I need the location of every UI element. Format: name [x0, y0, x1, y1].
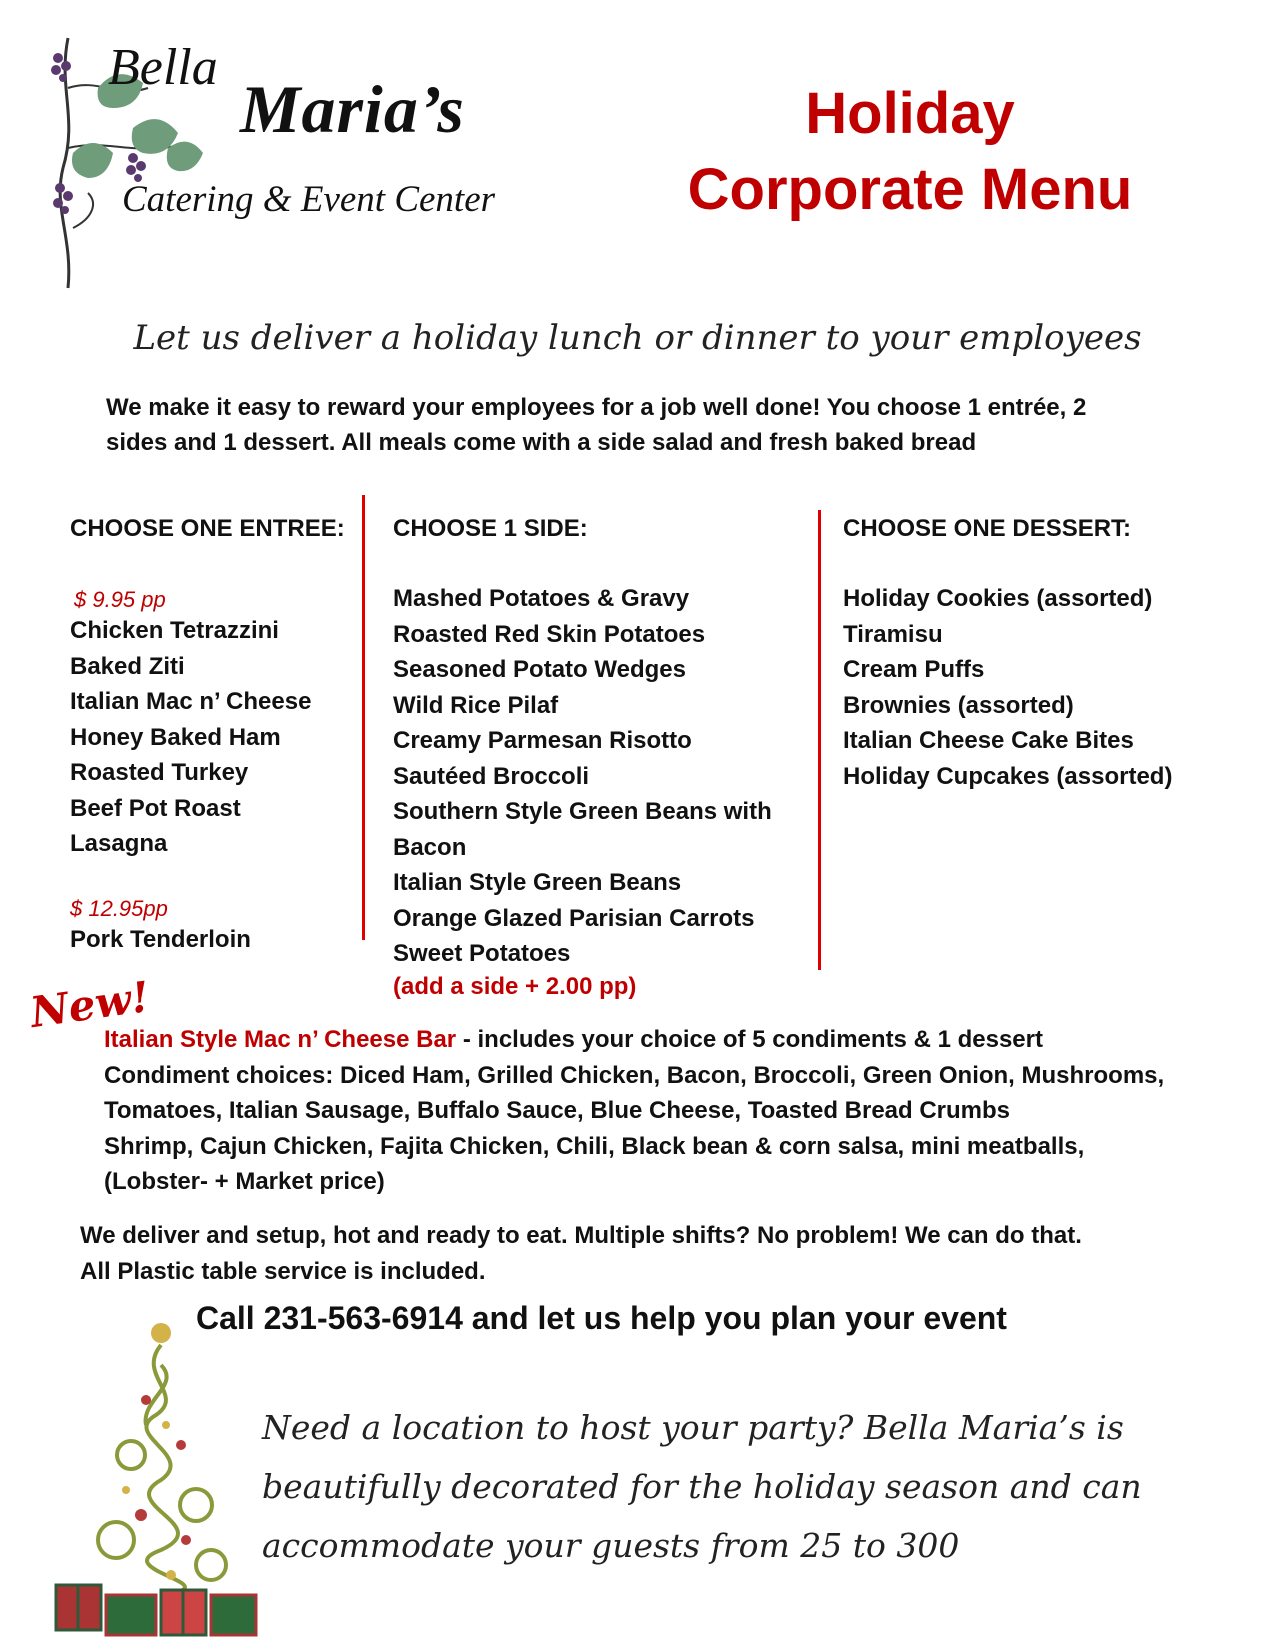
- list-item: Roasted Turkey: [70, 759, 249, 786]
- list-item: Orange Glazed Parisian Carrots: [393, 904, 755, 932]
- list-item: Cream Puffs: [843, 656, 985, 683]
- list-item: Honey Baked Ham: [70, 723, 281, 751]
- list-item: Brownies (assorted): [843, 691, 1074, 719]
- list-item: Beef Pot Roast: [70, 794, 241, 822]
- mac-bar-line-3: Tomatoes, Italian Sausage, Buffalo Sauce, Blue Cheese, Toasted Bread Crumbs: [104, 1097, 1011, 1124]
- list-item: Wild Rice Pilaf: [393, 691, 559, 719]
- page-title-line2: Corporate Menu: [687, 157, 1133, 222]
- list-item: Holiday Cupcakes (assorted): [843, 762, 1173, 790]
- list-item: Sweet Potatoes: [393, 940, 571, 967]
- logo-marias-text: Maria’s: [240, 71, 465, 147]
- sides-heading: CHOOSE 1 SIDE:: [393, 515, 588, 542]
- entree-price-tier1: $ 9.95 pp: [74, 587, 166, 612]
- column-divider-1: [362, 495, 365, 940]
- list-item: Southern Style Green Beans with: [393, 798, 772, 825]
- intro-line-1: We make it easy to reward your employees for a job well done! You choose 1 entrée, 2: [106, 394, 1087, 421]
- mac-bar-line-5: (Lobster- + Market price): [104, 1168, 385, 1195]
- delivery-line-1: We deliver and setup, hot and ready to eat. Multiple shifts? No problem! We can do that.: [80, 1222, 1082, 1249]
- list-item: Italian Cheese Cake Bites: [843, 727, 1134, 754]
- list-item: Sautéed Broccoli: [393, 762, 590, 790]
- list-item: Lasagna: [70, 830, 168, 857]
- list-item: Italian Mac n’ Cheese: [70, 688, 312, 715]
- mac-bar-line-2: Condiment choices: Diced Ham, Grilled Chicken, Bacon, Broccoli, Green Onion, Mushrooms,: [104, 1061, 1165, 1089]
- list-item: Mashed Potatoes & Gravy: [393, 585, 690, 612]
- list-item: Italian Style Green Beans: [393, 869, 682, 896]
- list-item: Tiramisu: [843, 620, 943, 648]
- list-item: Pork Tenderloin: [70, 926, 251, 953]
- call-to-action: Call 231-563-6914 and let us help you plan your event: [196, 1300, 1007, 1336]
- mac-bar-line-1: [104, 1022, 1254, 1058]
- list-item: Creamy Parmesan Risotto: [393, 727, 692, 754]
- location-line-1: Need a location to host your party? Bella Maria’s is: [262, 1408, 1124, 1447]
- delivery-paragraph: [80, 1218, 1230, 1289]
- location-line-2: beautifully decorated for the holiday season and can: [262, 1467, 1142, 1506]
- entree-price-tier2: $ 12.95pp: [70, 896, 168, 921]
- logo-subtitle: Catering & Event Center: [122, 179, 496, 220]
- list-item: Roasted Red Skin Potatoes: [393, 620, 706, 648]
- location-paragraph: [262, 1398, 1262, 1575]
- list-item: Chicken Tetrazzini: [70, 617, 279, 644]
- logo-bella-text: Bella: [108, 39, 218, 96]
- list-item: Seasoned Potato Wedges: [393, 656, 686, 683]
- page-title-line1: Holiday: [805, 81, 1015, 146]
- location-line-3: accommodate your guests from 25 to 300: [262, 1526, 960, 1565]
- christmas-tree-icon: [46, 1305, 276, 1645]
- list-item: Baked Ziti: [70, 652, 185, 680]
- mac-bar-desc: - includes your choice of 5 condiments & 1 dessert: [456, 1026, 1043, 1053]
- delivery-line-2: All Plastic table service is included.: [80, 1257, 486, 1285]
- dessert-list: [843, 581, 1172, 794]
- new-badge: New!: [27, 971, 153, 1038]
- column-divider-2: [818, 510, 821, 970]
- list-item: Bacon: [393, 833, 467, 861]
- mac-bar-line-4: Shrimp, Cajun Chicken, Fajita Chicken, Chili, Black bean & corn salsa, mini meatballs,: [104, 1132, 1085, 1160]
- intro-paragraph: [106, 390, 1166, 460]
- entree-list-tier2: [70, 922, 251, 958]
- sides-list: [393, 581, 772, 972]
- tagline: Let us deliver a holiday lunch or dinner to your employees: [133, 318, 1142, 358]
- dessert-heading: CHOOSE ONE DESSERT:: [843, 515, 1132, 542]
- entree-heading: CHOOSE ONE ENTREE:: [70, 515, 345, 542]
- list-item: Holiday Cookies (assorted): [843, 585, 1153, 612]
- mac-bar-name: Italian Style Mac n’ Cheese Bar: [104, 1026, 457, 1053]
- mac-cheese-bar-section: [104, 1022, 1254, 1200]
- intro-line-2: sides and 1 dessert. All meals come with a side salad and fresh baked bread: [106, 429, 977, 456]
- entree-list-tier1: [70, 613, 311, 862]
- add-side-note: (add a side + 2.00 pp): [393, 973, 637, 1000]
